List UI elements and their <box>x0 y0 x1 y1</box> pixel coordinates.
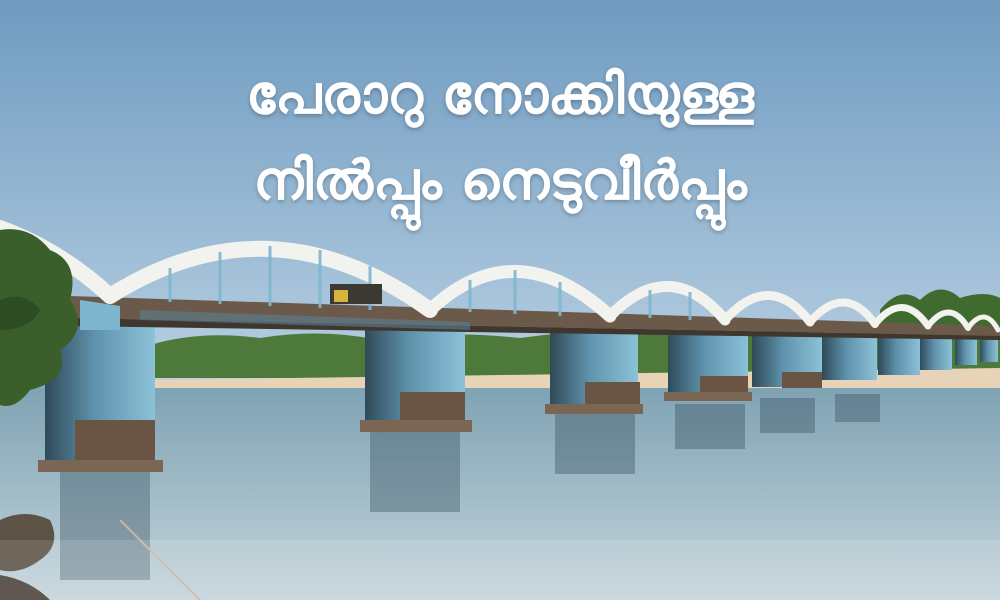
headline-line-2: നിൽപ്പും നെടുവീർപ്പും <box>253 149 747 212</box>
headline <box>0 52 1000 224</box>
headline-line-1: പേരാറു നോക്കിയുള്ള <box>246 63 754 126</box>
